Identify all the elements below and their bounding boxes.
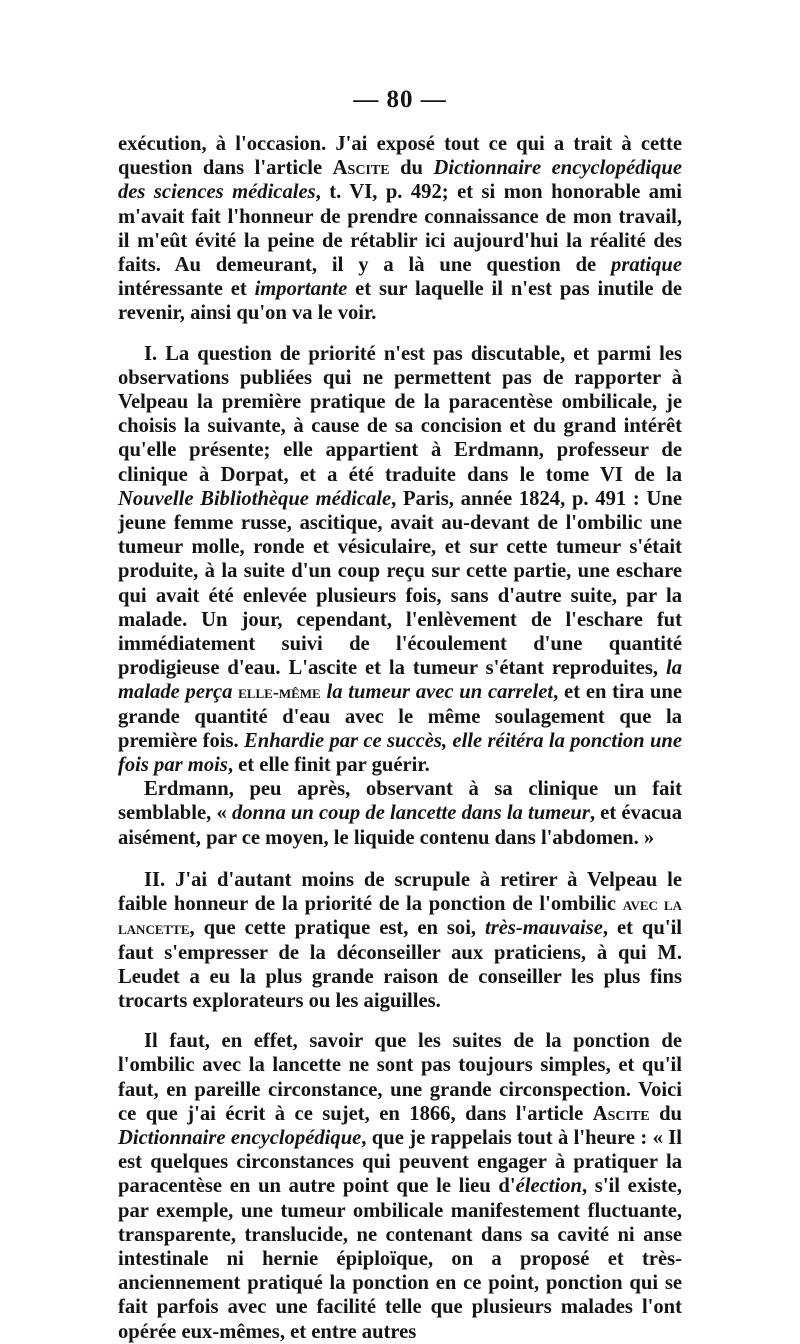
text: Erdmann, peu après, observant à sa clinique un fait semblable, « bbox=[118, 778, 682, 825]
text: exécution, à l'occasion. J'ai exposé tout ce qui a trait à cette question dans l'article bbox=[118, 133, 682, 180]
text: I. La question de priorité n'est pas discutable, et parmi les observations publiées qui ne permettent pas de rapporter à Velpeau la première pratique de la paracentèse ombilicale, je choisis la suivante, à cause de sa concision et du grand intérêt qu'elle présente; elle appartient à Erdmann, professeur de clinique à Dorpat, et a été traduite dans le tome VI de la bbox=[118, 342, 682, 486]
text: , et évacua aisément, par ce moyen, le liquide contenu dans l'abdomen. » bbox=[118, 802, 683, 849]
dictionary-title: Dictionnaire encyclopédique bbox=[118, 1126, 362, 1149]
text: II. J'ai d'autant moins de scrupule à retirer à Velpeau le faible honneur de la priorité de la ponction de l'ombilic bbox=[118, 868, 682, 916]
dictionary-title: Dictionnaire encyclopédique des sciences médicales bbox=[118, 157, 682, 204]
text: du bbox=[649, 1102, 682, 1125]
text: , t. VI, p. 492; et si mon honorable ami m'avait fait l'honneur de prendre connaissance de mon travail, il m'eût évité la peine de rétablir ici aujourd'hui la réalité des faits. Au demeurant, il y a là une question de bbox=[118, 181, 682, 277]
text: , s'il existe, par exemple, une tumeur ombilicale manifestement fluctuante, transparente, translucide, ne contenant dans sa cavité ni anse intestinale ni hernie épiploïque, on a proposé et très-anciennement pratiqué la ponction en ce point, ponction qui se fait parfois avec une facilité telle que plusieurs malades l'ont opérée eux-mêmes, et entre autres bbox=[118, 1175, 683, 1343]
paragraph-erdmann bbox=[118, 777, 682, 850]
text: et sur laquelle il n'est pas inutile de revenir, ainsi qu'on va le voir. bbox=[118, 278, 682, 325]
quotation: donna un coup de lancette dans la tumeur bbox=[231, 802, 590, 825]
paragraph-section-1 bbox=[118, 342, 682, 778]
paragraph-consequences bbox=[118, 1029, 682, 1344]
article-name: Ascite bbox=[332, 157, 390, 180]
text: , Paris, année 1824, p. 491 : Une jeune femme russe, ascitique, avait au-devant de l'ombilic une tumeur molle, ronde et vésiculaire, et sur cette tumeur s'était produite, à la suite d'un coup reçu sur cette partie, une eschare qui avait été enlevée plusieurs fois, sans d'autre suite, par la malade. Un jour, cependant, l'enlèvement de l'eschare fut immédiatement suivi de l'écoulement d'une quantité prodigieuse d'eau. L'ascite et la tumeur s'étant reproduites, bbox=[118, 487, 682, 680]
emphasis: la tumeur avec un carrelet bbox=[320, 681, 554, 704]
journal-title: Nouvelle Bibliothèque médicale bbox=[118, 487, 392, 510]
text: , que je rappelais tout à l'heure : « Il est quelques circonstances qui peuvent engager à pratiquer la paracentèse en un autre point que le lieu d' bbox=[118, 1126, 682, 1198]
text: , et en tira une grande quantité d'eau avec le même soulagement que la première fois. bbox=[118, 681, 682, 752]
text: intéressante et bbox=[118, 278, 255, 301]
text: du bbox=[389, 157, 434, 180]
paragraph-intro bbox=[118, 132, 682, 326]
text: Il faut, en effet, savoir que les suites de la ponction de l'ombilic avec la lancette ne sont pas toujours simples, et qu'il faut, en pareille circonstance, une grande circonspection. Voici ce que j'ai écrit à ce sujet, en 1866, dans l'article bbox=[118, 1030, 682, 1125]
text: , et qu'il faut s'empresser de la déconseiller aux praticiens, à qui M. Leudet a eu la plus grande raison de conseiller les plus fins trocarts explorateurs ou les aiguilles. bbox=[118, 917, 683, 1012]
paragraph-section-2 bbox=[118, 868, 682, 1013]
emphasis: pratique bbox=[611, 254, 682, 277]
emphasis: Enhardie par ce succès, elle réitéra la ponction une fois par mois bbox=[118, 729, 683, 777]
emphasis-caps: avec la lancette bbox=[118, 894, 682, 939]
emphasis: très-mauvaise bbox=[485, 917, 603, 940]
text: , que cette pratique est, en soi, bbox=[189, 917, 486, 940]
emphasis: importante bbox=[254, 278, 348, 301]
emphasis: élection bbox=[515, 1175, 582, 1198]
article-name: Ascite bbox=[592, 1102, 650, 1125]
text: , et elle finit par guérir. bbox=[227, 754, 430, 777]
emphasis-caps: elle-même bbox=[238, 682, 321, 703]
emphasis: la malade perça bbox=[118, 657, 682, 704]
page-number: — 80 — bbox=[353, 86, 447, 113]
